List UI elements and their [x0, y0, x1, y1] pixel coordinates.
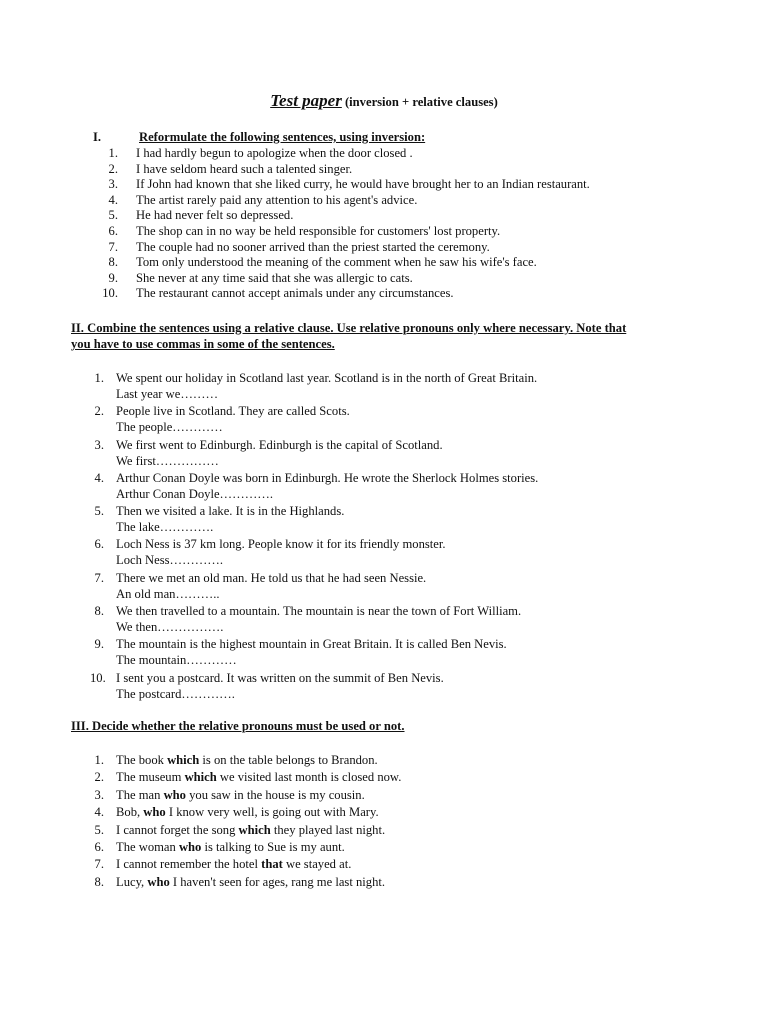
sentence-start: The man [116, 787, 164, 802]
list-item [90, 856, 730, 873]
title-line [0, 93, 768, 110]
item-number: 5. [94, 504, 104, 519]
item-text: If John had known that she liked curry, he would have brought her to an Indian restaurant. [136, 177, 590, 192]
item-sentences: There we met an old man. He told us that he had seen Nessie. [116, 570, 427, 585]
list-item [90, 503, 730, 536]
item-number: 4. [94, 805, 104, 820]
sentence-start: The woman [116, 839, 179, 854]
item-number: 7. [94, 857, 104, 872]
relative-pronoun: who [163, 787, 186, 802]
item-sentences: I sent you a postcard. It was written on the summit of Ben Nevis. [116, 670, 444, 685]
item-number: 6. [108, 223, 118, 238]
item-number: 2. [108, 161, 118, 176]
item-sentence [116, 856, 351, 873]
item-answer-prompt: Loch Ness…………. [116, 553, 224, 568]
item-sentence [116, 804, 379, 821]
sentence-start: Lucy, [116, 874, 148, 889]
section2-heading-line2: you have to use commas in some of the sentences. [71, 337, 335, 351]
sentence-start: I cannot forget the song [116, 822, 239, 837]
item-number: 5. [108, 208, 118, 223]
item-number: 8. [94, 604, 104, 619]
relative-pronoun: which [184, 770, 217, 785]
list-item [98, 146, 738, 162]
item-sentences: Arthur Conan Doyle was born in Edinburgh. He wrote the Sherlock Holmes stories. [116, 470, 539, 485]
item-number: 2. [94, 770, 104, 785]
section1-heading: Reformulate the following sentences, using inversion: [139, 130, 426, 144]
item-text: The restaurant cannot accept animals under any circumstances. [136, 286, 454, 301]
relative-pronoun: which [238, 822, 271, 837]
list-item [90, 470, 730, 503]
item-answer-prompt: The people………… [116, 420, 223, 435]
item-sentences: The mountain is the highest mountain in Great Britain. It is called Ben Nevis. [116, 637, 507, 652]
sentence-end: they played last night. [270, 822, 386, 837]
relative-pronoun: who [147, 874, 170, 889]
section2-list [90, 370, 730, 703]
list-item [98, 208, 738, 224]
item-text: I have seldom heard such a talented singer. [136, 161, 353, 176]
list-item [90, 370, 730, 403]
item-text: She never at any time said that she was allergic to cats. [136, 270, 413, 285]
sentence-end: is talking to Sue is my aunt. [201, 839, 345, 854]
item-sentences: We spent our holiday in Scotland last year. Scotland is in the north of Great Britain. [116, 371, 538, 385]
item-number: 1. [94, 371, 104, 385]
section3-heading: III. Decide whether the relative pronouns must be used or not. [71, 719, 405, 733]
list-item [90, 752, 730, 769]
list-item [98, 224, 738, 240]
page-subtitle: (inversion + relative clauses) [344, 95, 498, 109]
item-answer-prompt: We first…………… [116, 453, 219, 468]
list-item [90, 570, 730, 603]
item-text: The couple had no sooner arrived than the priest started the ceremony. [136, 239, 490, 254]
sentence-end: we stayed at. [282, 857, 352, 872]
section2-heading-line1: II. Combine the sentences using a relative clause. Use relative pronouns only where necessary. Note that [71, 321, 627, 335]
item-answer-prompt: An old man……….. [116, 586, 220, 601]
item-answer-prompt: We then……………. [116, 620, 224, 635]
sentence-end: we visited last month is closed now. [216, 770, 402, 785]
sentence-end: you saw in the house is my cousin. [185, 787, 365, 802]
item-sentence [116, 787, 365, 804]
item-number: 7. [94, 570, 104, 585]
item-number: 1. [108, 146, 118, 160]
page-title: Test paper [270, 91, 342, 110]
list-item [90, 874, 730, 891]
list-item [90, 403, 730, 436]
item-number: 3. [94, 787, 104, 802]
section1-list [98, 146, 738, 302]
item-number: 2. [94, 404, 104, 419]
list-item [90, 636, 730, 669]
list-item [90, 839, 730, 856]
section3-list [90, 752, 730, 891]
item-text: I had hardly begun to apologize when the door closed . [136, 146, 413, 160]
relative-pronoun: which [167, 753, 200, 767]
item-answer-prompt: The mountain………… [116, 653, 237, 668]
list-item [98, 162, 738, 178]
item-answer-prompt: Last year we……… [116, 387, 219, 401]
item-text: The artist rarely paid any attention to his agent's advice. [136, 192, 418, 207]
item-number: 6. [94, 537, 104, 552]
item-sentences: Loch Ness is 37 km long. People know it for its friendly monster. [116, 537, 446, 552]
item-answer-prompt: The postcard…………. [116, 686, 235, 701]
item-sentences: We then travelled to a mountain. The mountain is near the town of Fort William. [116, 604, 522, 619]
list-item [90, 670, 730, 703]
item-number: 9. [108, 270, 118, 285]
list-item [98, 193, 738, 209]
sentence-end: I know very well, is going out with Mary. [165, 805, 379, 820]
list-item [98, 255, 738, 271]
item-sentence [116, 874, 385, 891]
item-number: 1. [94, 753, 104, 767]
relative-pronoun: who [178, 839, 202, 854]
item-sentence [116, 822, 385, 839]
list-item [90, 769, 730, 786]
list-item [98, 240, 738, 256]
item-number: 9. [94, 637, 104, 652]
sentence-end: I haven't seen for ages, rang me last night. [169, 874, 386, 889]
relative-pronoun: that [261, 857, 283, 872]
item-sentence [116, 839, 345, 856]
list-item [90, 437, 730, 470]
sentence-end: is on the table belongs to Brandon. [199, 753, 378, 767]
item-sentences: Then we visited a lake. It is in the Highlands. [116, 504, 345, 519]
item-number: 10. [90, 670, 106, 685]
sentence-start: Bob, [116, 805, 144, 820]
item-text: The shop can in no way be held responsible for customers' lost property. [136, 223, 501, 238]
sentence-start: The book [116, 753, 168, 767]
item-sentences: People live in Scotland. They are called Scots. [116, 404, 350, 419]
list-item [98, 286, 738, 302]
item-text: He had never felt so depressed. [136, 208, 294, 223]
list-item [98, 177, 738, 193]
item-number: 6. [94, 839, 104, 854]
item-sentences: We first went to Edinburgh. Edinburgh is the capital of Scotland. [116, 437, 443, 452]
item-number: 8. [108, 255, 118, 270]
list-item [90, 787, 730, 804]
section1-number: I. [93, 130, 102, 144]
item-number: 8. [94, 874, 104, 889]
item-number: 5. [94, 822, 104, 837]
relative-pronoun: who [143, 805, 166, 820]
item-number: 4. [94, 470, 104, 485]
list-item [90, 804, 730, 821]
item-sentence [116, 752, 378, 769]
item-text: Tom only understood the meaning of the comment when he saw his wife's face. [136, 255, 537, 270]
list-item [90, 822, 730, 839]
sentence-start: The museum [116, 770, 185, 785]
list-item [98, 271, 738, 287]
item-number: 7. [108, 239, 118, 254]
list-item [90, 603, 730, 636]
list-item [90, 536, 730, 569]
item-answer-prompt: Arthur Conan Doyle…………. [116, 486, 274, 501]
sentence-start: I cannot remember the hotel [116, 857, 262, 872]
item-number: 4. [108, 192, 118, 207]
item-sentence [116, 769, 401, 786]
item-answer-prompt: The lake…………. [116, 520, 214, 535]
item-number: 3. [108, 177, 118, 192]
item-number: 10. [102, 286, 118, 301]
item-number: 3. [94, 437, 104, 452]
